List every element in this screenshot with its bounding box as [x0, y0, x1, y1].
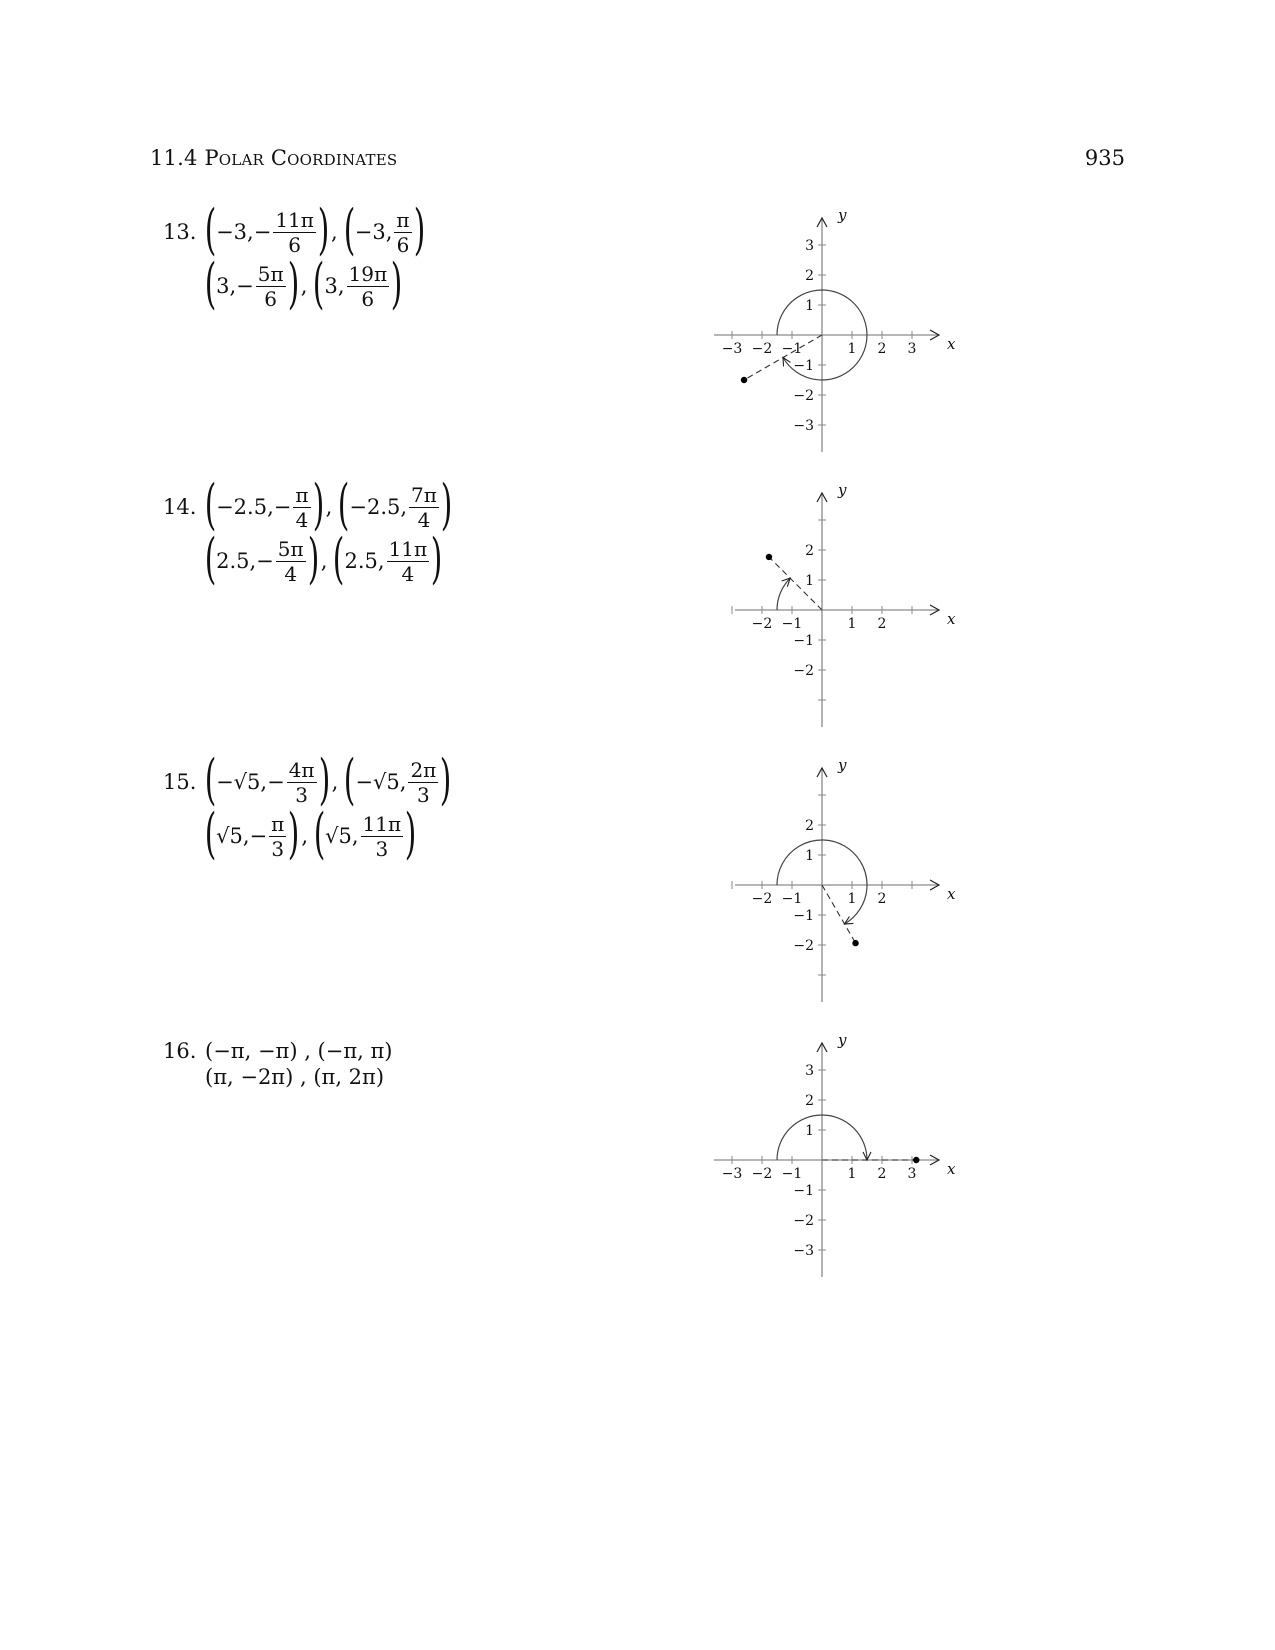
open-paren: ( — [313, 802, 326, 865]
y-tick-label: 1 — [805, 298, 814, 314]
y-tick-label: −3 — [793, 418, 814, 434]
open-paren: ( — [333, 527, 345, 590]
y-tick-label: −1 — [793, 358, 814, 374]
angle-numerator: 5π — [277, 536, 304, 561]
x-tick-label: −2 — [751, 891, 773, 907]
angle-numerator: π — [396, 207, 410, 232]
x-axis-label: x — [947, 610, 956, 628]
angle-denominator: 3 — [417, 782, 430, 807]
comma-separator: , — [331, 219, 338, 244]
angle-numerator: 5π — [257, 261, 284, 286]
y-tick-label: −3 — [793, 1243, 814, 1259]
problem-number: 15. — [163, 769, 197, 794]
angle-fraction — [409, 482, 439, 532]
angle-numerator: π — [271, 811, 285, 836]
y-tick-label: −2 — [793, 388, 814, 404]
close-paren: ) — [413, 198, 425, 261]
answer-line-1: (−π, −π) , (−π, π) — [205, 1038, 393, 1063]
angle-numerator: 11π — [362, 811, 402, 836]
x-tick-label: −2 — [751, 341, 773, 357]
running-head — [150, 146, 397, 170]
x-tick-label: 1 — [847, 891, 857, 907]
comma-separator: , — [301, 823, 309, 848]
x-tick-label: −2 — [751, 1166, 773, 1182]
open-paren: ( — [204, 198, 217, 261]
y-axis-label: y — [838, 481, 847, 499]
angle-denominator: 6 — [396, 232, 410, 257]
page-number: 935 — [1084, 146, 1125, 170]
arc-arrowhead — [783, 358, 790, 367]
comma-separator: , — [320, 548, 328, 573]
terminal-ray — [769, 557, 822, 610]
angle-numerator: 11π — [388, 536, 428, 561]
y-tick-label: 3 — [805, 1063, 814, 1079]
y-tick-label: −2 — [793, 1213, 814, 1229]
y-tick-label: 2 — [805, 543, 814, 559]
angle-denominator: 4 — [401, 561, 415, 586]
graph-16 — [721, 1030, 970, 1280]
angle-sign: − — [267, 769, 285, 794]
angle-fraction — [256, 261, 286, 311]
y-tick-label: 1 — [805, 573, 814, 589]
radius-value: −2.5, — [216, 494, 274, 519]
open-paren: ( — [204, 748, 217, 811]
angle-numerator: π — [295, 482, 309, 507]
x-tick-label: −1 — [781, 341, 803, 357]
radius-value: 3, — [216, 273, 237, 298]
close-paren: ) — [404, 802, 417, 865]
y-tick-label: 2 — [805, 818, 814, 834]
angle-sign: − — [236, 273, 254, 298]
angle-denominator: 6 — [288, 232, 301, 257]
problem-15 — [163, 748, 452, 865]
x-tick-label: −3 — [721, 1166, 743, 1182]
y-tick-label: 1 — [805, 848, 814, 864]
angle-fraction — [347, 261, 390, 311]
comma-separator: , — [331, 769, 339, 794]
close-paren: ) — [390, 252, 403, 315]
open-paren: ( — [204, 802, 217, 865]
x-tick-label: −1 — [781, 1166, 803, 1182]
angle-fraction — [361, 811, 404, 861]
problem-16 — [163, 1038, 393, 1090]
angle-fraction — [287, 757, 317, 807]
x-tick-label: −3 — [721, 341, 743, 357]
arc-arrowhead — [845, 917, 854, 924]
x-tick-label: −2 — [751, 616, 773, 632]
radius-value: 3, — [324, 273, 345, 298]
radius-value: −√5, — [216, 769, 268, 794]
angle-denominator: 6 — [361, 286, 375, 311]
close-paren: ) — [312, 473, 324, 536]
angle-denominator: 6 — [264, 286, 278, 311]
graph-14 — [730, 480, 970, 730]
close-paren: ) — [307, 527, 319, 590]
open-paren: ( — [343, 198, 356, 261]
radius-value: 2.5, — [344, 548, 385, 573]
close-paren: ) — [288, 802, 300, 865]
y-tick-label: −1 — [793, 908, 814, 924]
x-tick-label: −1 — [781, 891, 803, 907]
x-tick-label: 3 — [907, 1166, 917, 1182]
angle-sign: − — [256, 548, 274, 573]
angle-sign: − — [249, 823, 268, 848]
plotted-point — [766, 554, 772, 560]
x-tick-label: 2 — [877, 341, 887, 357]
graph-13 — [721, 205, 970, 455]
problem-number: 13. — [163, 219, 197, 244]
answer-line-2 — [163, 252, 425, 315]
radius-value: −3, — [216, 219, 254, 244]
y-tick-label: 2 — [805, 268, 814, 284]
angle-fraction — [293, 482, 310, 532]
angle-fraction — [408, 757, 438, 807]
x-tick-label: 3 — [907, 341, 917, 357]
angle-denominator: 4 — [417, 507, 431, 532]
y-axis-label: y — [838, 206, 847, 224]
angle-sign: − — [253, 219, 272, 244]
y-tick-label: −2 — [793, 938, 814, 954]
section-number: 11.4 — [150, 146, 198, 170]
angle-fraction — [387, 536, 430, 586]
problem-13 — [163, 198, 425, 315]
comma-separator: , — [325, 494, 333, 519]
close-paren: ) — [440, 748, 452, 811]
answer-line-2 — [163, 527, 452, 590]
angle-numerator: 2π — [410, 757, 437, 782]
graph-15 — [730, 755, 970, 1005]
angle-fraction — [276, 536, 306, 586]
close-paren: ) — [287, 252, 299, 315]
y-axis-label: y — [838, 1031, 847, 1049]
angle-denominator: 4 — [284, 561, 298, 586]
section-title: Polar Coordinates — [204, 146, 398, 170]
y-axis-label: y — [838, 756, 847, 774]
page-header — [150, 146, 1125, 176]
radius-value: √5, — [325, 823, 359, 848]
problem-14 — [163, 473, 453, 590]
x-tick-label: 1 — [847, 341, 857, 357]
y-tick-label: 3 — [805, 238, 814, 254]
comma-separator: , — [300, 273, 308, 298]
radius-value: −2.5, — [349, 494, 408, 519]
radius-value: −√5, — [355, 769, 407, 794]
y-tick-label: 2 — [805, 1093, 814, 1109]
angle-denominator: 3 — [271, 836, 285, 861]
x-tick-label: 2 — [877, 1166, 887, 1182]
open-paren: ( — [204, 252, 217, 315]
close-paren: ) — [317, 198, 330, 261]
open-paren: ( — [344, 748, 356, 811]
x-axis-label: x — [947, 335, 956, 353]
y-tick-label: −1 — [793, 1183, 814, 1199]
problem-number: 16. — [163, 1038, 197, 1063]
y-tick-label: 1 — [805, 1123, 814, 1139]
open-paren: ( — [204, 473, 217, 536]
angle-denominator: 3 — [375, 836, 389, 861]
angle-fraction — [273, 207, 316, 257]
answer-line-2: (π, −2π) , (π, 2π) — [205, 1064, 385, 1089]
open-paren: ( — [338, 473, 350, 536]
x-tick-label: 2 — [877, 891, 887, 907]
angle-numerator: 4π — [288, 757, 315, 782]
x-tick-label: 1 — [847, 1166, 857, 1182]
angle-fraction — [269, 811, 286, 861]
angle-sign: − — [273, 494, 292, 519]
angle-numerator: 7π — [411, 482, 437, 507]
close-paren: ) — [430, 527, 443, 590]
angle-numerator: 11π — [275, 207, 314, 232]
answer-line-1 — [163, 473, 453, 536]
open-paren: ( — [313, 252, 325, 315]
x-tick-label: −1 — [781, 616, 803, 632]
angle-denominator: 4 — [295, 507, 309, 532]
close-paren: ) — [440, 473, 453, 536]
close-paren: ) — [318, 748, 330, 811]
angle-fraction — [394, 207, 411, 257]
angle-numerator: 19π — [348, 261, 388, 286]
y-tick-label: −1 — [793, 633, 814, 649]
y-tick-label: −2 — [793, 663, 814, 679]
x-axis-label: x — [947, 885, 956, 903]
radius-value: √5, — [216, 823, 250, 848]
angle-denominator: 3 — [295, 782, 308, 807]
radius-value: −3, — [354, 219, 393, 244]
plotted-point — [852, 940, 858, 946]
open-paren: ( — [204, 527, 217, 590]
answer-line-2 — [163, 802, 451, 865]
radius-value: 2.5, — [216, 548, 257, 573]
plotted-point — [913, 1157, 919, 1163]
problem-number: 14. — [163, 494, 197, 519]
plotted-point — [741, 377, 747, 383]
answer-line-1 — [163, 198, 425, 261]
answer-line-1 — [163, 748, 452, 811]
x-tick-label: 2 — [877, 616, 887, 632]
x-tick-label: 1 — [847, 616, 857, 632]
x-axis-label: x — [947, 1160, 956, 1178]
